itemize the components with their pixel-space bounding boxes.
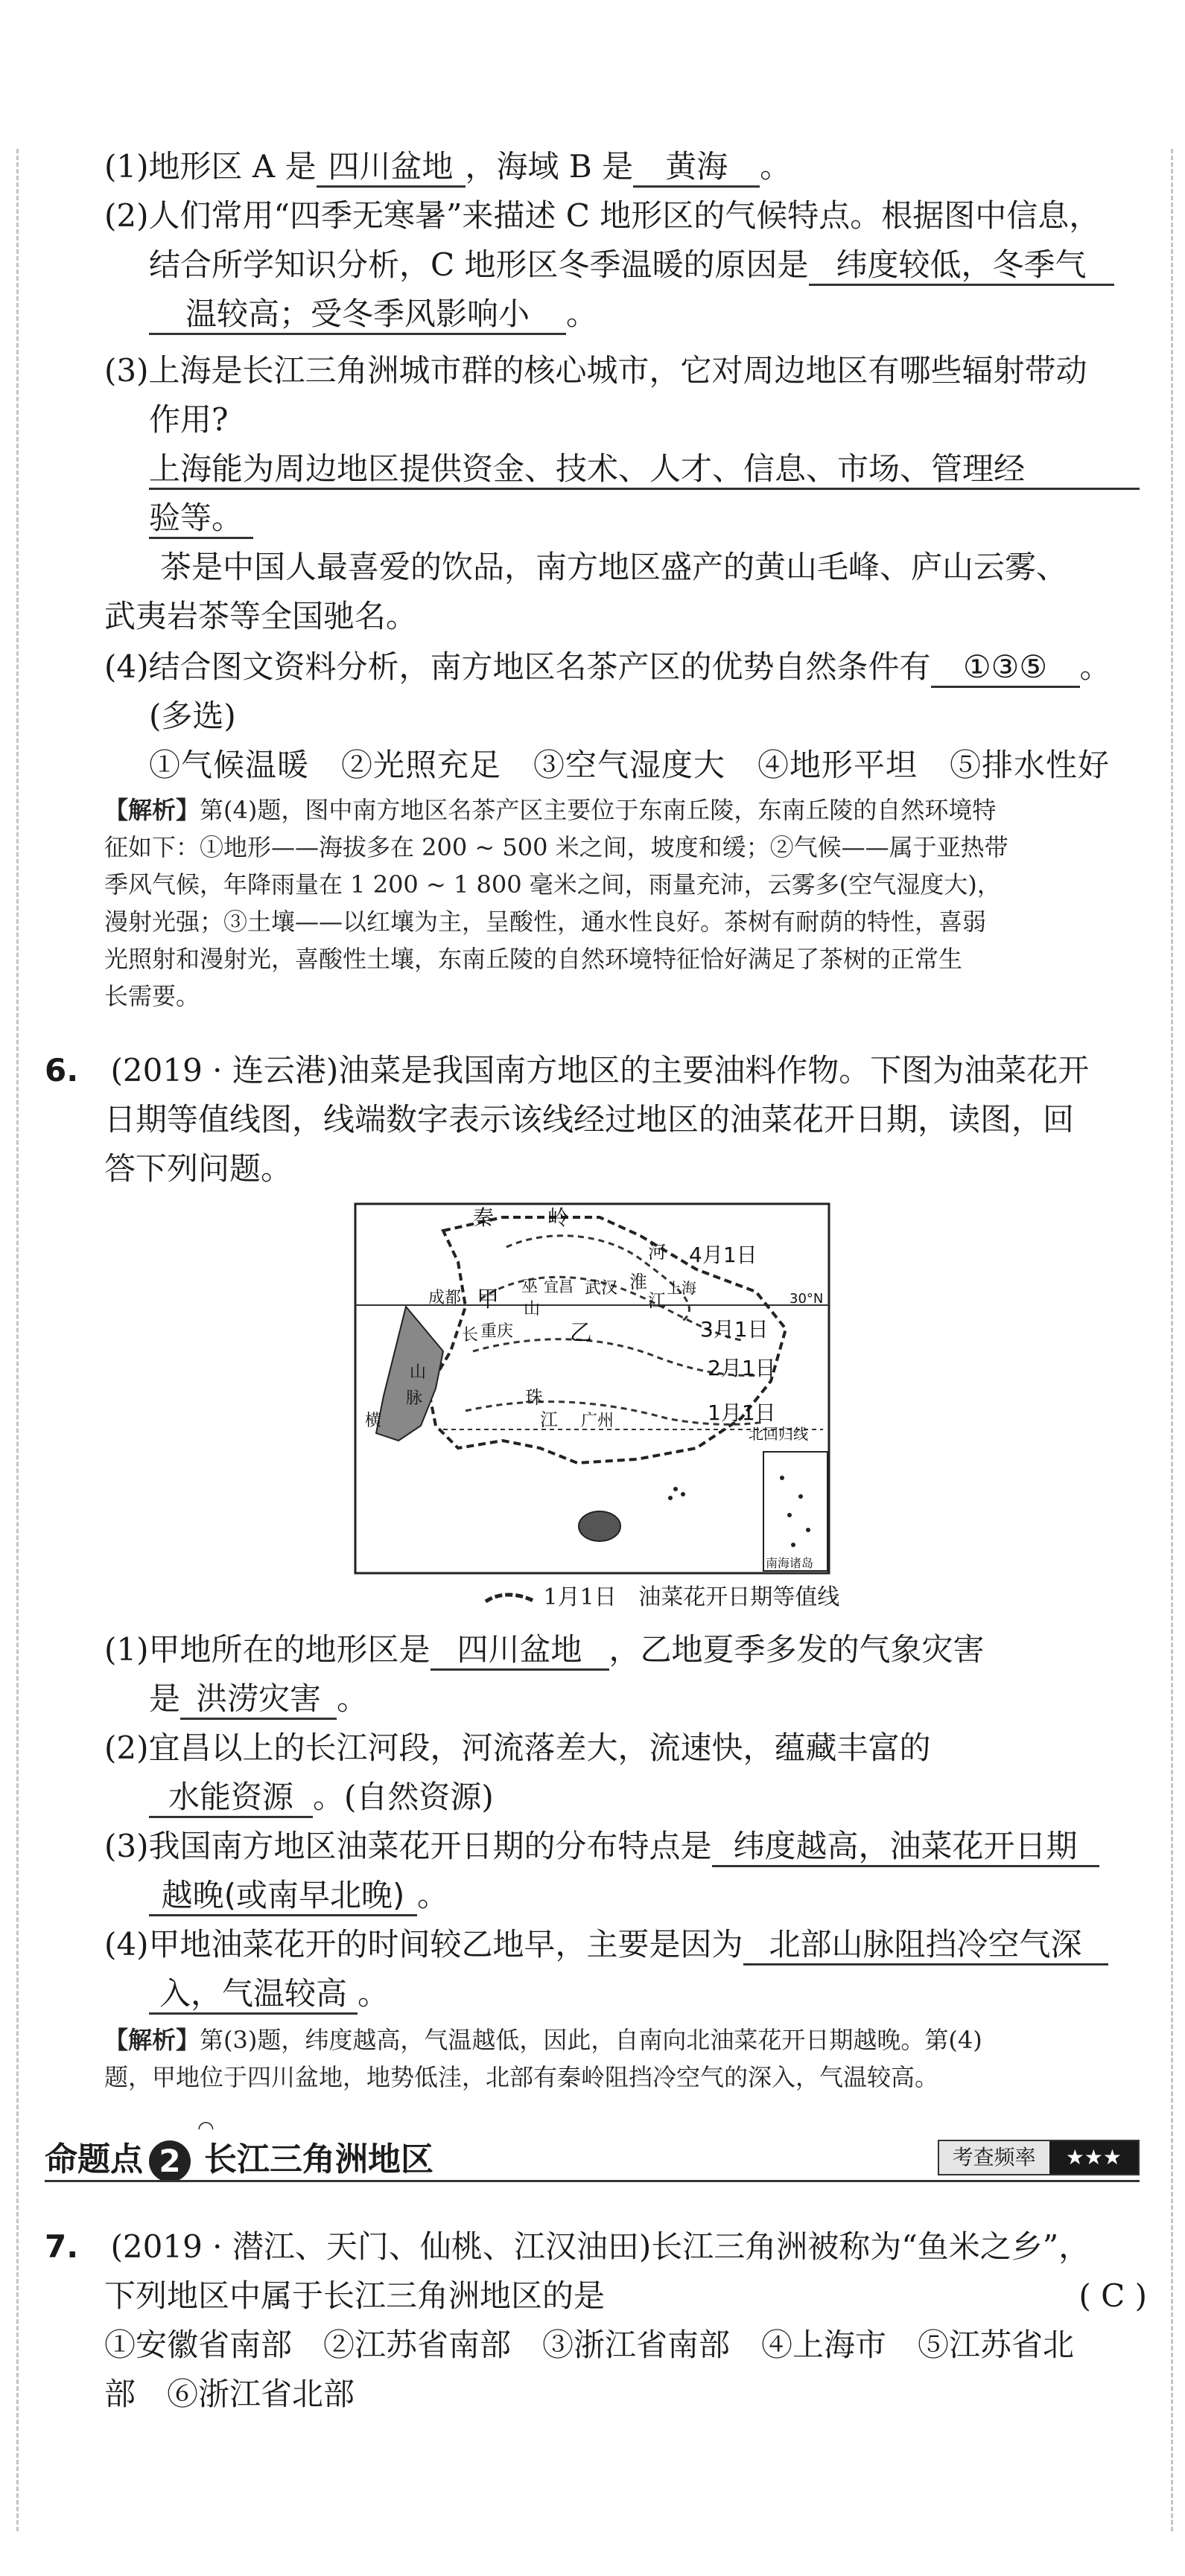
q6-stem-line3: 答下列问题。: [104, 1150, 293, 1187]
answer-blank: 四川盆地: [317, 148, 466, 188]
q5-part1-text: (1)地形区 A 是: [104, 148, 317, 185]
q6-analysis-line2: 题，甲地位于四川盆地，地势低洼，北部有秦岭阻挡冷空气的深入，气温较高。: [104, 2063, 939, 2091]
section-header: [45, 2117, 1140, 2181]
isoline-date-label: 1月1日: [708, 1400, 776, 1425]
q5-part4-options: ①气候温暖 ②光照充足 ③空气湿度大 ④地形平坦 ⑤排水性好: [149, 747, 1111, 783]
isoline-date-label: 2月1日: [708, 1356, 776, 1380]
map-label: 武汉: [585, 1279, 618, 1298]
q5-analysis-line2: 征如下：①地形——海拔多在 200 ~ 500 米之间，坡度和缓；②气候——属于亚热带: [104, 833, 1008, 861]
q6-part3-line1: [104, 1826, 1099, 1867]
q6-part1-line2: [149, 1678, 368, 1720]
legend-date: 1月1日: [543, 1584, 617, 1610]
map-label: 淮: [629, 1272, 647, 1292]
q5-analysis-line4: 漫射光强；③土壤——以红壤为主，呈酸性，通水性良好。茶树有耐荫的特性，喜弱: [104, 908, 987, 936]
q5-part1: [104, 146, 791, 188]
map-label: 上海: [667, 1279, 696, 1297]
legend-line-icon: [484, 1591, 536, 1606]
q6-part2-line1: (2)宜昌以上的长江河段，河流落差大，流速快，蕴藏丰富的: [104, 1729, 931, 1766]
q7-stem-line1: [45, 2226, 1090, 2268]
isoline-date-label: 3月1日: [700, 1317, 769, 1342]
punct: 。: [1079, 648, 1111, 685]
q6-stem-line2: 日期等值线图，线端数字表示该线经过地区的油菜花开日期，读图，回: [104, 1101, 1075, 1138]
section-title: [45, 2132, 433, 2182]
q5-analysis-line1: [104, 792, 996, 828]
section-divider: [45, 2180, 1140, 2182]
question-number: 7.: [45, 2228, 79, 2265]
q5-part2-line3: [149, 293, 597, 335]
punct: 。: [417, 1877, 449, 1913]
q5-part3-answer-line2: [149, 497, 253, 539]
section-number-badge: 2: [149, 2140, 191, 2182]
q6-part2-note: 。(自然资源): [313, 1779, 494, 1815]
answer-blank: 越晚(或南早北晚): [149, 1877, 417, 1916]
q6-part1-text2: ，乙地夏季多发的气象灾害: [609, 1631, 985, 1668]
map-label: 横: [365, 1412, 382, 1430]
map-legend: [484, 1578, 839, 1611]
map-label: 河: [648, 1242, 666, 1263]
question-number: 6.: [45, 1052, 79, 1088]
map-label: 南海诸岛: [766, 1556, 814, 1570]
q7-answer: ( C ): [1078, 2277, 1147, 2314]
answer-blank: 洪涝灾害: [180, 1680, 337, 1720]
analysis-text: 第(3)题，纬度越高，气温越低，因此，自南向北油菜花开日期越晚。第(4): [200, 2026, 982, 2054]
answer-blank: 验等。: [149, 500, 253, 539]
q6-part3-line2: [149, 1875, 448, 1916]
analysis-text: 第(4)题，图中南方地区名茶产区主要位于东南丘陵，东南丘陵的自然环境特: [200, 796, 997, 824]
q6-part4-text: (4)甲地油菜花开的时间较乙地早，主要是因为: [104, 1926, 743, 1963]
q5-material-line2: 武夷岩茶等全国驰名。: [104, 598, 418, 634]
frequency-stars: ★★★: [1049, 2141, 1138, 2174]
map-figure: [354, 1202, 830, 1575]
map-label: 秦: [473, 1205, 495, 1230]
q7-options-line1: ①安徽省南部 ②江苏省南部 ③浙江省南部 ④上海市 ⑤江苏省北: [104, 2327, 1075, 2363]
q6-part2-line2: [149, 1776, 494, 1818]
map-label: 重庆: [480, 1322, 514, 1341]
hainan-island: [579, 1511, 620, 1541]
isoline-date-label: 4月1日: [689, 1243, 757, 1267]
q6-part3-text: (3)我国南方地区油菜花开日期的分布特点是: [104, 1828, 712, 1864]
map-label: 江: [648, 1290, 666, 1311]
answer-blank: 水能资源: [149, 1779, 313, 1818]
legend-text: 油菜花开日期等值线: [638, 1584, 840, 1610]
q5-part4-multi: (多选): [149, 698, 236, 734]
answer-blank: 纬度越高，油菜花开日期: [712, 1828, 1099, 1867]
map-label: 北回归线: [749, 1425, 808, 1443]
map-label: 江: [540, 1409, 558, 1430]
q7-options-line2: 部 ⑥浙江省北部: [104, 2376, 355, 2412]
signal-icon: ◠: [197, 2117, 215, 2140]
map-label: 长: [462, 1326, 479, 1345]
answer-blank: 温较高；受冬季风影响小: [149, 296, 566, 335]
q7-stem-text2: 下列地区中属于长江三角洲地区的是: [104, 2277, 606, 2314]
q6-stem-text: (2019 · 连云港)油菜是我国南方地区的主要油料作物。下图为油菜花开: [110, 1052, 1090, 1088]
q6-part4-line1: [104, 1924, 1108, 1966]
rapeseed-bloom-map: [354, 1202, 830, 1575]
frequency-badge: [938, 2140, 1140, 2175]
map-label: 巫: [521, 1278, 539, 1296]
answer-blank: 入，气温较高: [149, 1975, 358, 2015]
q6-analysis-line1: [104, 2022, 982, 2058]
q5-analysis-line3: 季风气候，年降雨量在 1 200 ~ 1 800 毫米之间，雨量充沛，云雾多(空气湿度大)，: [104, 870, 1001, 899]
map-label: 珠: [525, 1387, 543, 1408]
map-label: 脉: [406, 1389, 423, 1408]
q5-part3-line2: 作用?: [149, 401, 229, 438]
latitude-label: 30°N: [790, 1291, 824, 1307]
map-label: 广州: [581, 1412, 614, 1430]
q6-part1-line1: [104, 1629, 985, 1671]
frequency-label: 考查频率: [939, 2141, 1049, 2174]
map-label: 岭: [547, 1205, 569, 1230]
q5-part3-answer-line1: [149, 448, 1140, 490]
map-label: 乙: [570, 1320, 592, 1346]
q5-analysis-line5: 光照射和漫射光，喜酸性土壤，东南丘陵的自然环境特征恰好满足了茶树的正常生: [104, 945, 963, 973]
answer-blank: ①③⑤: [931, 648, 1080, 688]
punct: 。: [566, 296, 598, 332]
south-china-sea-inset: [763, 1452, 827, 1571]
q5-part4: [104, 646, 1111, 688]
section-title-text: 长江三角洲地区: [204, 2140, 433, 2178]
q5-analysis-line6: 长需要。: [104, 982, 200, 1010]
map-label: 山: [410, 1363, 427, 1382]
answer-blank: 纬度较低，冬季气: [809, 246, 1114, 286]
map-label: 宜昌: [544, 1278, 574, 1295]
q6-part1-text3: 是: [149, 1680, 181, 1717]
punct: 。: [337, 1680, 369, 1717]
punct: 。: [358, 1975, 390, 2012]
q5-material-line1: 茶是中国人最喜爱的饮品，南方地区盛产的黄山毛峰、庐山云雾、: [160, 549, 1068, 585]
q5-part2-text: 结合所学知识分析，C 地形区冬季温暖的原因是: [149, 246, 809, 283]
analysis-label: 【解析】: [104, 2026, 200, 2054]
q5-part2-line2: [149, 244, 1114, 286]
q6-part1-text: (1)甲地所在的地形区是: [104, 1631, 431, 1668]
map-label: 山: [524, 1300, 541, 1319]
q6-stem-line1: [45, 1050, 1089, 1091]
q6-part4-line2: [149, 1973, 389, 2015]
q7-stem-text: (2019 · 潜江、天门、仙桃、江汉油田)长江三角洲被称为“鱼米之乡”，: [110, 2228, 1090, 2265]
q5-part4-text: (4)结合图文资料分析，南方地区名茶产区的优势自然条件有: [104, 648, 931, 685]
punct: 。: [760, 148, 792, 185]
answer-blank: 上海能为周边地区提供资金、技术、人才、信息、市场、管理经: [149, 450, 1140, 490]
analysis-label: 【解析】: [104, 796, 200, 824]
q7-stem-line2: [104, 2275, 1147, 2317]
right-binding-line: [1171, 149, 1173, 2531]
q5-part1-text2: ，海域 B 是: [465, 148, 634, 185]
section-prefix: 命题点: [45, 2140, 143, 2178]
map-label: 甲: [477, 1287, 499, 1313]
answer-blank: 北部山脉阻挡冷空气深: [743, 1926, 1108, 1966]
answer-blank: 黄海: [633, 148, 760, 188]
left-binding-line: [16, 149, 19, 2531]
map-label: 成都: [428, 1289, 462, 1307]
q5-part3-line1: (3)上海是长江三角洲城市群的核心城市，它对周边地区有哪些辐射带动: [104, 352, 1087, 389]
q5-part2-line1: (2)人们常用“四季无寒暑”来描述 C 地形区的气候特点。根据图中信息，: [104, 197, 1101, 234]
answer-blank: 四川盆地: [431, 1631, 609, 1671]
